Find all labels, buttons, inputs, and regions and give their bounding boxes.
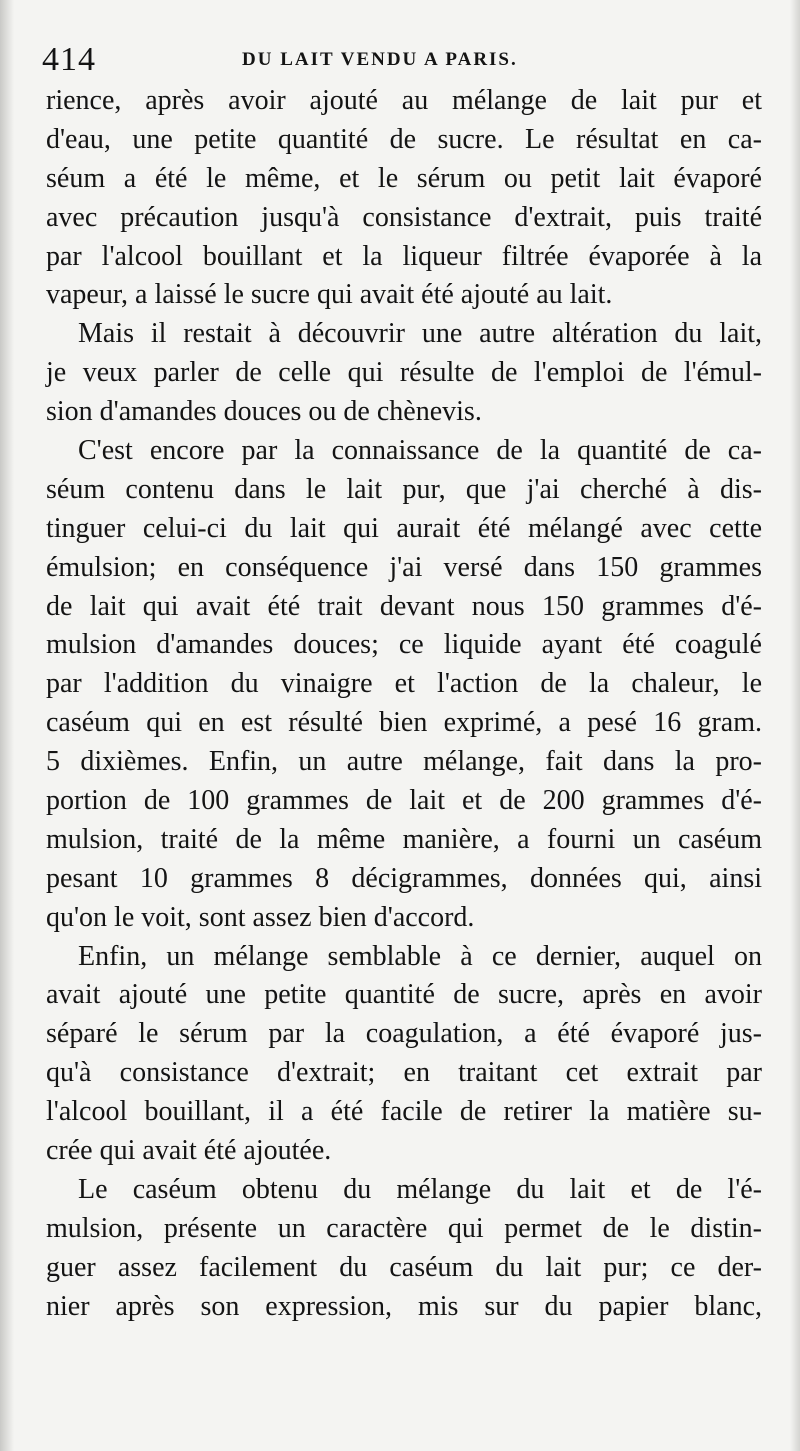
text-line: de lait qui avait été trait devant nous 150 grammes d'é- <box>46 590 762 622</box>
page-edge-shadow-right <box>790 0 800 1451</box>
running-title: DU LAIT VENDU A PARIS. <box>242 49 518 70</box>
paragraph-start-line: Le caséum obtenu du mélange du lait et de l'é- <box>78 1173 762 1205</box>
text-line: tinguer celui-ci du lait qui aurait été mélangé avec cette <box>46 512 762 544</box>
text-line: avec précaution jusqu'à consistance d'extrait, puis traité <box>46 201 762 233</box>
text-line: rience, après avoir ajouté au mélange de lait pur et <box>46 85 762 116</box>
text-line: vapeur, a laissé le sucre qui avait été ajouté au lait. <box>46 279 613 311</box>
paragraph-start-line: C'est encore par la connaissance de la quantité de ca- <box>78 435 762 467</box>
paragraph-start-line: Enfin, un mélange semblable à ce dernier, auquel on <box>78 940 762 972</box>
text-line: avait ajouté une petite quantité de sucre, après en avoir <box>46 979 762 1011</box>
paragraph-start-line: Mais il restait à découvrir une autre altération du lait, <box>78 318 762 350</box>
text-line: caséum qui en est résulté bien exprimé, a pesé 16 gram. <box>46 707 762 739</box>
text-line: par l'alcool bouillant et la liqueur filtrée évaporée à la <box>46 240 762 272</box>
text-line: mulsion, traité de la même manière, a fourni un caséum <box>46 823 762 855</box>
body-text <box>46 82 762 1327</box>
page-header <box>42 38 762 82</box>
text-line: mulsion, présente un caractère qui permet de le distin- <box>46 1212 762 1244</box>
text-line: guer assez facilement du caséum du lait pur; ce der- <box>46 1251 762 1283</box>
text-line: pesant 10 grammes 8 décigrammes, données qui, ainsi <box>46 862 762 894</box>
text-line: sion d'amandes douces ou de chènevis. <box>46 396 482 428</box>
page-edge-shadow-left <box>0 0 14 1451</box>
text-line: l'alcool bouillant, il a été facile de retirer la matière su- <box>46 1096 762 1128</box>
text-line: séum contenu dans le lait pur, que j'ai cherché à dis- <box>46 473 762 505</box>
text-line: d'eau, une petite quantité de sucre. Le résultat en ca- <box>46 123 762 155</box>
text-line: qu'à consistance d'extrait; en traitant cet extrait par <box>46 1057 762 1089</box>
page-number: 414 <box>42 41 96 78</box>
text-line: émulsion; en conséquence j'ai versé dans 150 grammes <box>46 551 762 583</box>
text-line: séparé le sérum par la coagulation, a été évaporé jus- <box>46 1018 762 1050</box>
text-line: 5 dixièmes. Enfin, un autre mélange, fait dans la pro- <box>46 746 762 778</box>
text-line: nier après son expression, mis sur du papier blanc, <box>46 1290 762 1322</box>
text-line: portion de 100 grammes de lait et de 200 grammes d'é- <box>46 785 762 817</box>
text-line: par l'addition du vinaigre et l'action de la chaleur, le <box>46 668 762 700</box>
text-line: séum a été le même, et le sérum ou petit lait évaporé <box>46 162 762 194</box>
text-line: je veux parler de celle qui résulte de l'emploi de l'émul- <box>46 357 762 389</box>
text-line: qu'on le voit, sont assez bien d'accord. <box>46 901 475 933</box>
text-line: mulsion d'amandes douces; ce liquide ayant été coagulé <box>46 629 762 661</box>
text-line: crée qui avait été ajoutée. <box>46 1135 332 1167</box>
